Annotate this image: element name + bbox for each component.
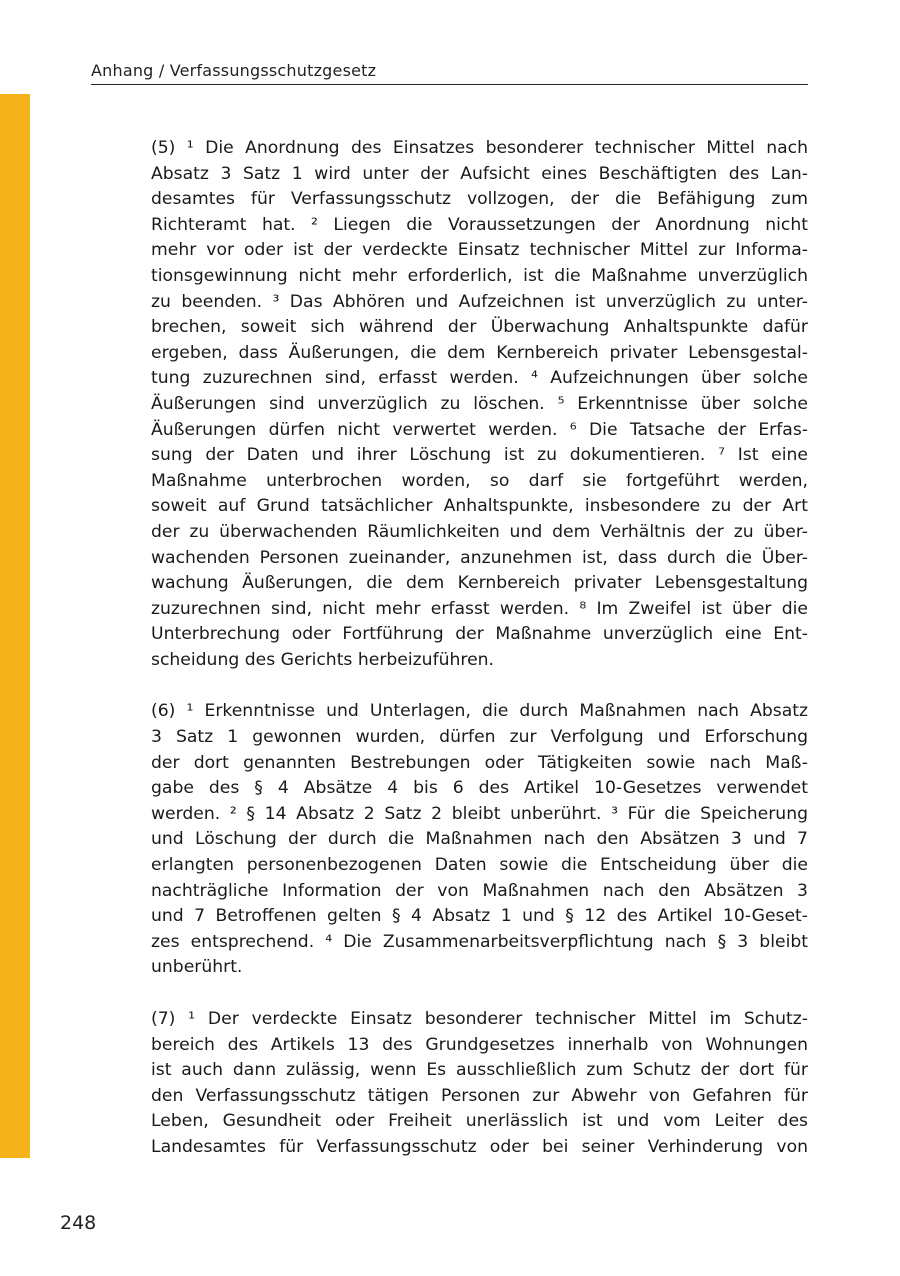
page-number: 248 (60, 1212, 97, 1234)
text-line: unberührt. (151, 957, 243, 978)
text-line: Unterbrechung oder Fortführung der Maßnahme unverzüglich eine Ent- (151, 624, 808, 645)
text-line: der zu überwachenden Räumlichkeiten und dem Verhältnis der zu über- (151, 521, 808, 542)
text-line: tung zuzurechnen sind, erfasst werden. ⁴ Aufzeichnungen über solche (151, 368, 808, 389)
header-rule (91, 84, 808, 85)
text-line: (6) ¹ Erkenntnisse und Unterlagen, die durch Maßnahmen nach Absatz (151, 701, 808, 722)
text-line: und Löschung der durch die Maßnahmen nach den Absätzen 3 und 7 (151, 829, 808, 850)
text-line: ergeben, dass Äußerungen, die dem Kernbereich privater Lebensgestal- (151, 342, 808, 363)
text-line: werden. ² § 14 Absatz 2 Satz 2 bleibt unberührt. ³ Für die Speicherung (151, 803, 808, 824)
running-header: Anhang / Verfassungsschutzgesetz (91, 61, 377, 80)
body-text (151, 136, 808, 1187)
text-line: gabe des § 4 Absätze 4 bis 6 des Artikel 10-Gesetzes verwendet (151, 778, 808, 799)
text-line: zuzurechnen sind, nicht mehr erfasst werden. ⁸ Im Zweifel ist über die (151, 598, 808, 619)
paragraph-p7 (151, 1007, 808, 1161)
text-line: zes entsprechend. ⁴ Die Zusammenarbeitsverpflichtung nach § 3 bleibt (151, 931, 808, 952)
text-line: wachung Äußerungen, die dem Kernbereich privater Lebensgestaltung (151, 573, 808, 594)
text-line: Landesamtes für Verfassungsschutz oder bei seiner Verhinderung von (151, 1136, 808, 1157)
text-line: 3 Satz 1 gewonnen wurden, dürfen zur Verfolgung und Erforschung (151, 727, 808, 748)
text-line: sung der Daten und ihrer Löschung ist zu dokumentieren. ⁷ Ist eine (151, 445, 808, 466)
text-line: ist auch dann zulässig, wenn Es ausschließlich zum Schutz der dort für (151, 1060, 808, 1081)
text-line: nachträgliche Information der von Maßnahmen nach den Absätzen 3 (151, 880, 808, 901)
text-line: bereich des Artikels 13 des Grundgesetzes innerhalb von Wohnungen (151, 1034, 808, 1055)
paragraph-p5 (151, 136, 808, 673)
text-line: Absatz 3 Satz 1 wird unter der Aufsicht eines Beschäftigten des Lan- (151, 163, 808, 184)
text-line: soweit auf Grund tatsächlicher Anhaltspunkte, insbesondere zu der Art (151, 496, 808, 517)
text-line: Richteramt hat. ² Liegen die Voraussetzungen der Anordnung nicht (151, 214, 808, 235)
text-line: Maßnahme unterbrochen worden, so darf sie fortgeführt werden, (151, 470, 808, 491)
text-line: zu beenden. ³ Das Abhören und Aufzeichnen ist unverzüglich zu unter- (151, 291, 808, 312)
text-line: desamtes für Verfassungsschutz vollzogen, der die Befähigung zum (151, 189, 808, 210)
text-line: Äußerungen dürfen nicht verwertet werden. ⁶ Die Tatsache der Erfas- (151, 419, 808, 440)
text-line: der dort genannten Bestrebungen oder Tätigkeiten sowie nach Maß- (151, 752, 808, 773)
chapter-color-tab (0, 94, 30, 1158)
text-line: erlangten personenbezogenen Daten sowie die Entscheidung über die (151, 855, 808, 876)
text-line: den Verfassungsschutz tätigen Personen zur Abwehr von Gefahren für (151, 1085, 808, 1106)
text-line: brechen, soweit sich während der Überwachung Anhaltspunkte dafür (151, 317, 808, 338)
text-line: Äußerungen sind unverzüglich zu löschen. ⁵ Erkenntnisse über solche (151, 393, 808, 414)
paragraph-p6 (151, 699, 808, 981)
text-line: tionsgewinnung nicht mehr erforderlich, ist die Maßnahme unverzüglich (151, 265, 808, 286)
text-line: mehr vor oder ist der verdeckte Einsatz technischer Mittel zur Informa- (151, 240, 808, 261)
text-line: wachenden Personen zueinander, anzunehmen ist, dass durch die Über- (151, 547, 808, 568)
text-line: und 7 Betroffenen gelten § 4 Absatz 1 und § 12 des Artikel 10-Geset- (151, 906, 808, 927)
text-line: scheidung des Gerichts herbeizuführen. (151, 649, 495, 670)
text-line: (7) ¹ Der verdeckte Einsatz besonderer technischer Mittel im Schutz- (151, 1009, 808, 1029)
text-line: Leben, Gesundheit oder Freiheit unerlässlich ist und vom Leiter des (151, 1111, 808, 1132)
text-line: (5) ¹ Die Anordnung des Einsatzes besonderer technischer Mittel nach (151, 138, 808, 158)
